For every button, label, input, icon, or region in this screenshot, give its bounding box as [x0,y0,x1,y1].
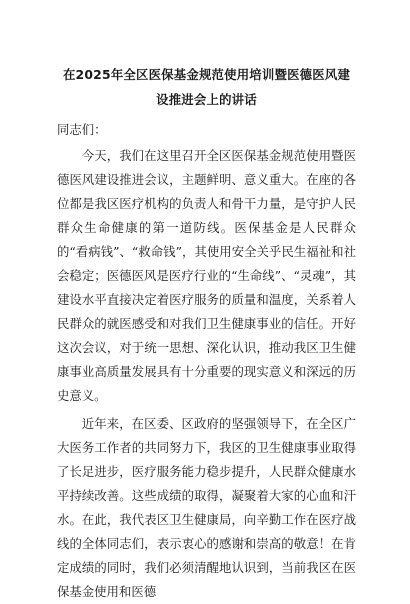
paragraph-2: 近年来，在区委、区政府的坚强领导下，在全区广大医务工作者的共同努力下，我区的卫生健康事业取得了长足进步，医疗服务能力稳步提升，人民群众健康水平持续改善。这些成绩的取得，凝聚着大家的心血和汗水。在此，我代表区卫生健康局，向辛勤工作在医疗战线的全体同志们，表示衷心的感谢和崇高的敬意！在肯定成绩的同时，我们必须清醒地认识到，当前我区在医保基金使用和医德 [57,416,356,599]
salutation: 同志们： [57,122,107,137]
paragraph-1: 今天，我们在这里召开全区医保基金规范使用暨医德医风建设推进会议，主题鲜明、意义重大。在座的各位都是我区医疗机构的负责人和骨干力量，是守护人民群众生命健康的第一道防线。医保基金是人民群众的“看病钱”、“救命钱”，其使用安全关乎民生福祉和社会稳定；医德医风是医疗行业的“生命线”、“灵魂”，其建设水平直接决定着医疗服务的质量和温度，关系着人民群众的就医感受和对我们卫生健康事业的信任。开好这次会议，对于统一思想、深化认识，推动我区卫生健康事业高质量发展具有十分重要的现实意义和深远的历史意义。 [57,148,356,403]
document-title: 在2025年全区医保基金规范使用培训暨医德医风建设推进会上的讲话 [62,67,351,107]
